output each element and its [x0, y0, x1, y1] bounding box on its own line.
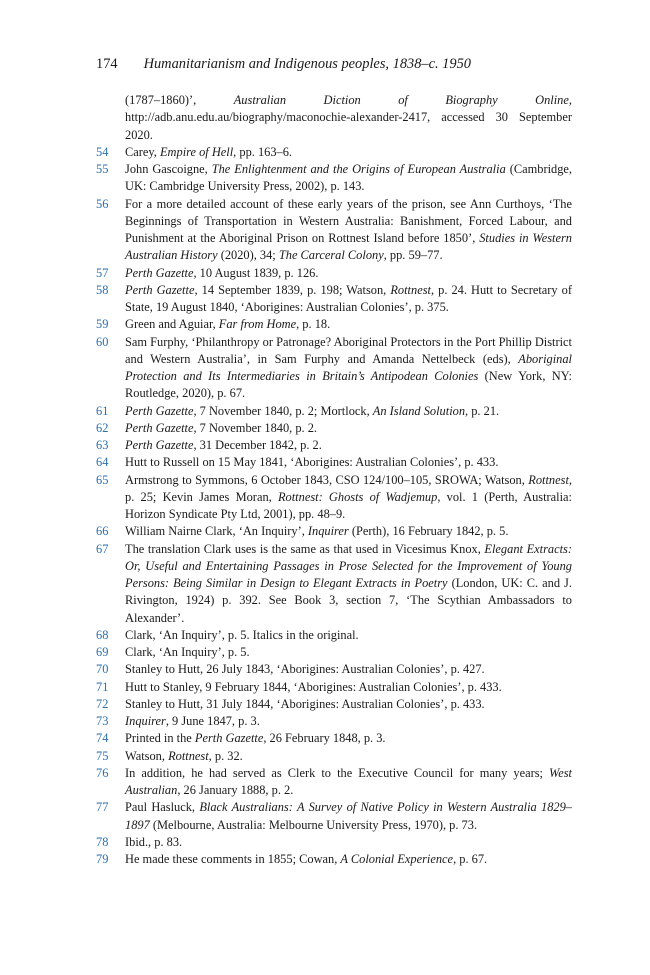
endnote-number: 73 — [96, 714, 109, 728]
endnote-item — [96, 713, 572, 730]
endnote-italic-text: Inquirer — [125, 714, 166, 728]
endnote-text — [125, 799, 572, 834]
endnote-italic-text: Aboriginal Protection and Its Intermediaries in Britain’s Antipodean Colonies — [125, 351, 572, 383]
endnote-text-run: Stanley to Hutt, 26 July 1843, ‘Aborigines: Australian Colonies’, p. 427. — [125, 662, 485, 677]
endnote-italic-text: A Colonial Experience — [340, 852, 454, 866]
endnote-text — [125, 713, 572, 730]
endnote-item — [96, 265, 572, 282]
endnote-item — [96, 196, 572, 265]
endnote-text-run: Green and Aguiar, — [125, 317, 219, 332]
endnote-italic-text: Studies in Western Australian History — [125, 231, 572, 263]
endnote-italic-text: Rottnest — [390, 282, 431, 297]
endnote-item — [96, 730, 572, 747]
endnote-number: 72 — [96, 696, 109, 711]
endnote-text-run: (New York, NY: Routledge, 2020), p. 67. — [125, 369, 572, 401]
endnote-number: 68 — [96, 627, 109, 642]
endnote-text-run: (London, UK: C. and J. Rivington, 1924) p. 392. See Book 3, section 7, ‘The Scythian Ambassadors to Alexander’. — [125, 576, 572, 625]
endnote-text — [125, 730, 572, 747]
endnote-italic-text: Far from Home — [218, 317, 297, 332]
endnote-italic-text: Perth Gazette — [194, 731, 264, 746]
endnote-italic-text: Australian Diction of Biography Online — [233, 93, 569, 107]
endnote-number: 74 — [96, 731, 109, 746]
endnote-text — [125, 627, 572, 644]
endnote-text-run: , 31 December 1842, p. 2. — [193, 438, 322, 452]
endnote-text-run: , p. 67. — [453, 852, 488, 866]
endnote-item — [96, 523, 572, 540]
endnote-text-run: , 26 February 1848, p. 3. — [263, 731, 386, 746]
endnote-text — [125, 851, 572, 868]
endnote-item — [96, 282, 572, 317]
endnote-item — [96, 661, 572, 678]
endnote-text — [125, 437, 572, 454]
endnote-text — [125, 92, 572, 144]
endnote-text — [125, 420, 572, 437]
endnote-text-run: , p. 18. — [296, 317, 331, 332]
endnote-number: 78 — [96, 834, 109, 849]
endnote-text — [125, 523, 572, 540]
endnote-item — [96, 851, 572, 868]
endnote-text — [125, 196, 572, 265]
endnote-text — [125, 661, 572, 678]
endnote-number: 58 — [96, 282, 109, 297]
endnote-text — [125, 316, 572, 333]
endnote-item — [96, 679, 572, 696]
endnote-number: 69 — [96, 645, 109, 659]
endnote-text — [125, 454, 572, 471]
endnote-text-run: For a more detailed account of these early years of the prison, see Ann Curthoys, ‘The Beginnings of Transportation in Western Australia: Banishment, Forced Labour, and Punishment at the Aboriginal Prison on Rottnest Island before 1850’, — [125, 196, 572, 245]
endnote-text-run: , 9 June 1847, p. 3. — [165, 714, 260, 728]
running-title: Humanitarianism and Indigenous peoples, 1838–c. 1950 — [143, 56, 471, 72]
endnote-text-run: Ibid., p. 83. — [125, 834, 183, 849]
endnote-text-run: , p. 32. — [208, 748, 243, 763]
endnote-italic-text: Rottnest — [168, 748, 209, 763]
endnote-text-run: , 14 September 1839, p. 198; Watson, — [194, 282, 391, 297]
endnote-item — [96, 765, 572, 800]
endnote-text-run: , p. 24. Hutt to Secretary of State, 19 August 1840, ‘Aborigines: Australian Colonies’, p. 375. — [125, 282, 573, 314]
endnote-text — [125, 679, 572, 696]
endnote-number: 71 — [96, 679, 109, 694]
endnote-text-run: , 10 August 1839, p. 126. — [193, 265, 319, 280]
endnote-text-run: Armstrong to Symmons, 6 October 1843, CSO 124/100–105, SROWA; Watson, — [125, 472, 529, 487]
endnote-item — [96, 437, 572, 454]
endnote-item — [96, 420, 572, 437]
endnote-text-run: Clark, ‘An Inquiry’, p. 5. — [125, 645, 250, 659]
endnote-text — [125, 282, 572, 317]
endnote-item — [96, 403, 572, 420]
endnote-number: 79 — [96, 852, 109, 866]
endnote-item — [96, 454, 572, 471]
endnote-italic-text: Black Australians: A Survey of Native Policy in Western Australia 1829–1897 — [125, 800, 572, 832]
endnote-text-run: Printed in the — [125, 731, 195, 746]
endnote-text-run: John Gascoigne, — [125, 162, 212, 176]
endnote-text-run: (2020), 34; — [217, 248, 279, 263]
endnote-number: 62 — [96, 420, 109, 435]
endnote-text-run: Hutt to Russell on 15 May 1841, ‘Aborigines: Australian Colonies’, p. 433. — [125, 455, 499, 470]
endnote-number: 56 — [96, 196, 109, 211]
endnote-item — [96, 161, 572, 196]
endnote-text-run: , p. 25; Kevin James Moran, — [125, 472, 572, 504]
endnote-number: 67 — [96, 541, 109, 556]
endnote-number: 76 — [96, 765, 109, 780]
endnote-text — [125, 748, 572, 765]
endnote-italic-text: Elegant Extracts: Or, Useful and Entertaining Passages in Prose Selected for the Improvement of Young Persons: Being Similar in Design to Elegant Extracts in Poetry — [125, 541, 572, 590]
endnote-text-run: , 26 January 1888, p. 2. — [177, 783, 294, 797]
endnote-number: 63 — [96, 438, 109, 452]
endnote-text-run: Sam Furphy, ‘Philanthropy or Patronage? Aboriginal Protectors in the Port Phillip District and Western Australia’, in Sam Furphy and Amanda Nettelbeck (eds), — [125, 334, 572, 366]
endnote-number: 64 — [96, 455, 109, 470]
endnotes-list — [96, 92, 572, 868]
endnote-number: 61 — [96, 403, 109, 418]
endnote-text — [125, 472, 572, 524]
endnote-number: 59 — [96, 317, 109, 332]
endnote-italic-text: An Island Solution — [372, 403, 466, 418]
endnote-text-run: , pp. 59–77. — [383, 248, 443, 263]
endnote-text — [125, 644, 572, 661]
endnote-text — [125, 265, 572, 282]
endnote-text-run: Stanley to Hutt, 31 July 1844, ‘Aborigines: Australian Colonies’, p. 433. — [125, 696, 485, 711]
endnote-text-run: In addition, he had served as Clerk to the Executive Council for many years; — [125, 765, 550, 780]
endnote-text — [125, 541, 572, 627]
endnote-number: 65 — [96, 472, 109, 487]
endnote-number: 54 — [96, 144, 109, 159]
endnote-text-run: Paul Hasluck, — [125, 800, 200, 815]
endnote-text-run: , pp. 163–6. — [233, 144, 293, 159]
endnote-item — [96, 541, 572, 627]
endnote-text-run: (Cambridge, UK: Cambridge University Press, 2002), p. 143. — [125, 162, 572, 194]
endnote-text-run: (1787–1860)’, — [125, 93, 234, 107]
endnote-text-run: (Perth), 16 February 1842, p. 5. — [348, 524, 509, 539]
endnote-italic-text: The Carceral Colony — [278, 248, 384, 263]
endnote-text — [125, 765, 572, 800]
endnote-text-run: Clark, ‘An Inquiry’, p. 5. Italics in the original. — [125, 627, 359, 642]
endnote-item — [96, 472, 572, 524]
endnote-text-run: , 7 November 1840, p. 2; Mortlock, — [193, 403, 373, 418]
endnote-text — [125, 144, 572, 161]
endnote-item — [96, 799, 572, 834]
endnote-item — [96, 748, 572, 765]
endnote-italic-text: Perth Gazette — [125, 265, 194, 280]
endnote-italic-text: West Australian — [125, 765, 572, 797]
endnote-text-run: William Nairne Clark, ‘An Inquiry’, — [125, 524, 308, 539]
endnote-item — [96, 316, 572, 333]
endnote-text-run: , http://adb.anu.edu.au/biography/maconochie-alexander-2417, accessed 30 September 2020. — [125, 93, 572, 142]
endnote-text-run: (Melbourne, Australia: Melbourne University Press, 1970), p. 73. — [149, 817, 478, 832]
endnote-italic-text: Rottnest — [528, 472, 569, 487]
endnote-item — [96, 644, 572, 661]
endnote-number: 66 — [96, 524, 109, 539]
endnote-number: 75 — [96, 748, 109, 763]
endnote-italic-text: Perth Gazette — [125, 403, 194, 418]
endnote-item — [96, 92, 572, 144]
endnote-text-run: The translation Clark uses is the same as that used in Vicesimus Knox, — [125, 541, 485, 556]
endnote-text — [125, 334, 572, 403]
endnote-item — [96, 696, 572, 713]
endnote-text — [125, 403, 572, 420]
endnote-text-run: Hutt to Stanley, 9 February 1844, ‘Aborigines: Australian Colonies’, p. 433. — [125, 679, 502, 694]
endnote-italic-text: Perth Gazette — [125, 282, 195, 297]
endnote-number: 60 — [96, 334, 109, 349]
endnote-italic-text: Perth Gazette — [125, 438, 194, 452]
endnote-text-run: He made these comments in 1855; Cowan, — [125, 852, 341, 866]
endnote-item — [96, 334, 572, 403]
endnote-italic-text: Perth Gazette — [125, 420, 194, 435]
endnote-italic-text: Empire of Hell — [159, 144, 234, 159]
endnote-number: 77 — [96, 800, 109, 815]
endnote-text — [125, 834, 572, 851]
endnote-number: 70 — [96, 662, 109, 677]
endnote-text-run: , 7 November 1840, p. 2. — [193, 420, 318, 435]
endnote-italic-text: Rottnest: Ghosts of Wadjemup — [277, 489, 438, 504]
endnote-text-run: Carey, — [125, 144, 160, 159]
endnote-item — [96, 144, 572, 161]
endnote-italic-text: The Enlightenment and the Origins of European Australia — [211, 162, 506, 176]
endnote-text — [125, 161, 572, 196]
endnote-text-run: , vol. 1 (Perth, Australia: Horizon Syndicate Pty Ltd, 2001), pp. 48–9. — [125, 489, 573, 521]
endnote-number — [96, 92, 125, 144]
endnote-italic-text: Inquirer — [307, 524, 349, 539]
endnote-text — [125, 696, 572, 713]
running-header — [96, 55, 576, 73]
endnote-number: 57 — [96, 265, 109, 280]
endnote-number: 55 — [96, 162, 109, 176]
endnote-item — [96, 834, 572, 851]
endnote-text-run: , p. 21. — [465, 403, 500, 418]
page-number: 174 — [96, 56, 118, 72]
endnote-item — [96, 627, 572, 644]
endnote-text-run: Watson, — [125, 748, 169, 763]
